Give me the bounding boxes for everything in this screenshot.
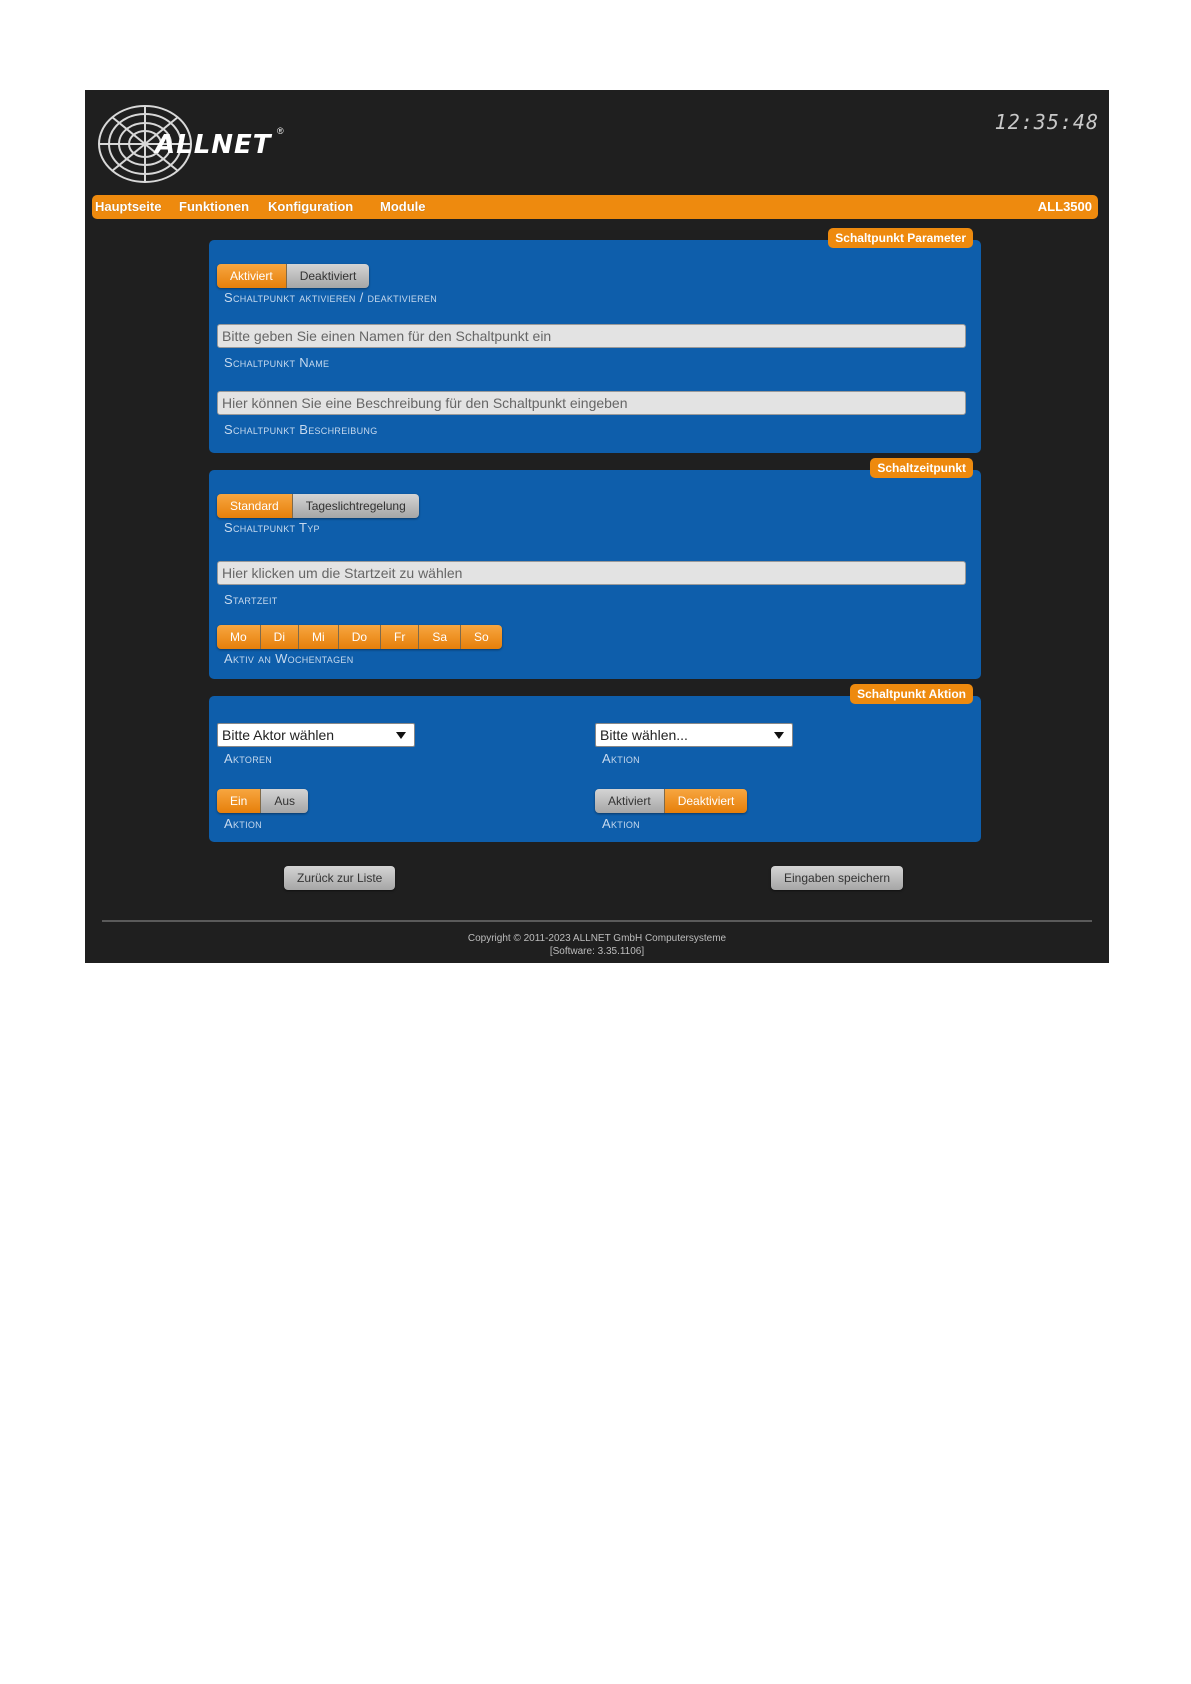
panel-tab-schaltzeitpunkt: Schaltzeitpunkt bbox=[870, 458, 973, 478]
aktion-select-value: Bitte wählen... bbox=[600, 727, 688, 743]
day-mo[interactable]: Mo bbox=[217, 625, 260, 649]
type-toggle bbox=[217, 494, 419, 518]
nav-hauptseite[interactable]: Hauptseite bbox=[95, 199, 162, 214]
logo-text: ALLNET bbox=[155, 130, 272, 160]
name-label: Schaltpunkt Name bbox=[224, 355, 330, 370]
toggle-aus[interactable]: Aus bbox=[260, 789, 308, 813]
startzeit-input[interactable]: Hier klicken um die Startzeit zu wählen bbox=[217, 561, 966, 585]
panel-schaltzeitpunkt bbox=[209, 461, 981, 679]
state-toggle bbox=[595, 789, 747, 813]
registered-mark: ® bbox=[277, 126, 284, 136]
state-aktiviert[interactable]: Aktiviert bbox=[595, 789, 664, 813]
toggle-aktiviert[interactable]: Aktiviert bbox=[217, 264, 286, 288]
weekday-toggles bbox=[217, 625, 502, 649]
type-standard[interactable]: Standard bbox=[217, 494, 292, 518]
allnet-logo bbox=[95, 102, 285, 186]
onoff-label: Aktion bbox=[224, 816, 262, 831]
app-frame bbox=[85, 90, 1109, 963]
main-navbar bbox=[92, 195, 1098, 219]
day-sa[interactable]: Sa bbox=[418, 625, 460, 649]
back-to-list-button[interactable]: Zurück zur Liste bbox=[284, 866, 395, 890]
aktor-select[interactable] bbox=[217, 723, 415, 747]
description-label: Schaltpunkt Beschreibung bbox=[224, 422, 378, 437]
panel-schaltpunkt-aktion bbox=[209, 687, 981, 842]
day-di[interactable]: Di bbox=[260, 625, 298, 649]
aktor-select-value: Bitte Aktor wählen bbox=[222, 727, 335, 743]
schaltpunkt-description-input[interactable]: Hier können Sie eine Beschreibung für den Schaltpunkt eingeben bbox=[217, 391, 966, 415]
panel-tab-aktion: Schaltpunkt Aktion bbox=[850, 684, 973, 704]
type-tageslichtregelung[interactable]: Tageslichtregelung bbox=[292, 494, 419, 518]
onoff-toggle bbox=[217, 789, 308, 813]
aktion-select[interactable] bbox=[595, 723, 793, 747]
activate-toggle bbox=[217, 264, 369, 288]
type-label: Schaltpunkt Typ bbox=[224, 520, 320, 535]
weekdays-label: Aktiv an Wochentagen bbox=[224, 651, 354, 666]
toggle-ein[interactable]: Ein bbox=[217, 789, 260, 813]
panel-tab-parameter: Schaltpunkt Parameter bbox=[828, 228, 973, 248]
toggle-deaktiviert[interactable]: Deaktiviert bbox=[286, 264, 370, 288]
activate-label: Schaltpunkt aktivieren / deaktivieren bbox=[224, 290, 438, 305]
aktion-select-label: Aktion bbox=[602, 751, 640, 766]
device-name: ALL3500 bbox=[1037, 199, 1092, 214]
day-mi[interactable]: Mi bbox=[298, 625, 338, 649]
footer-divider bbox=[102, 920, 1092, 922]
clock: 12:35:48 bbox=[994, 110, 1099, 134]
day-do[interactable]: Do bbox=[338, 625, 380, 649]
panel-schaltpunkt-parameter bbox=[209, 231, 981, 453]
dropdown-arrow-icon bbox=[774, 732, 784, 739]
schaltpunkt-name-input[interactable]: Bitte geben Sie einen Namen für den Schaltpunkt ein bbox=[217, 324, 966, 348]
startzeit-label: Startzeit bbox=[224, 592, 278, 607]
nav-funktionen[interactable]: Funktionen bbox=[179, 199, 250, 214]
aktoren-label: Aktoren bbox=[224, 751, 273, 766]
day-so[interactable]: So bbox=[460, 625, 502, 649]
nav-module[interactable]: Module bbox=[380, 199, 426, 214]
copyright-text: Copyright © 2011-2023 ALLNET GmbH Computersysteme bbox=[467, 933, 727, 944]
day-fr[interactable]: Fr bbox=[380, 625, 418, 649]
save-button[interactable]: Eingaben speichern bbox=[771, 866, 903, 890]
nav-konfiguration[interactable]: Konfiguration bbox=[268, 199, 354, 214]
software-version: [Software: 3.35.1106] bbox=[549, 946, 645, 957]
state-deaktiviert[interactable]: Deaktiviert bbox=[664, 789, 748, 813]
dropdown-arrow-icon bbox=[396, 732, 406, 739]
state-label: Aktion bbox=[602, 816, 640, 831]
